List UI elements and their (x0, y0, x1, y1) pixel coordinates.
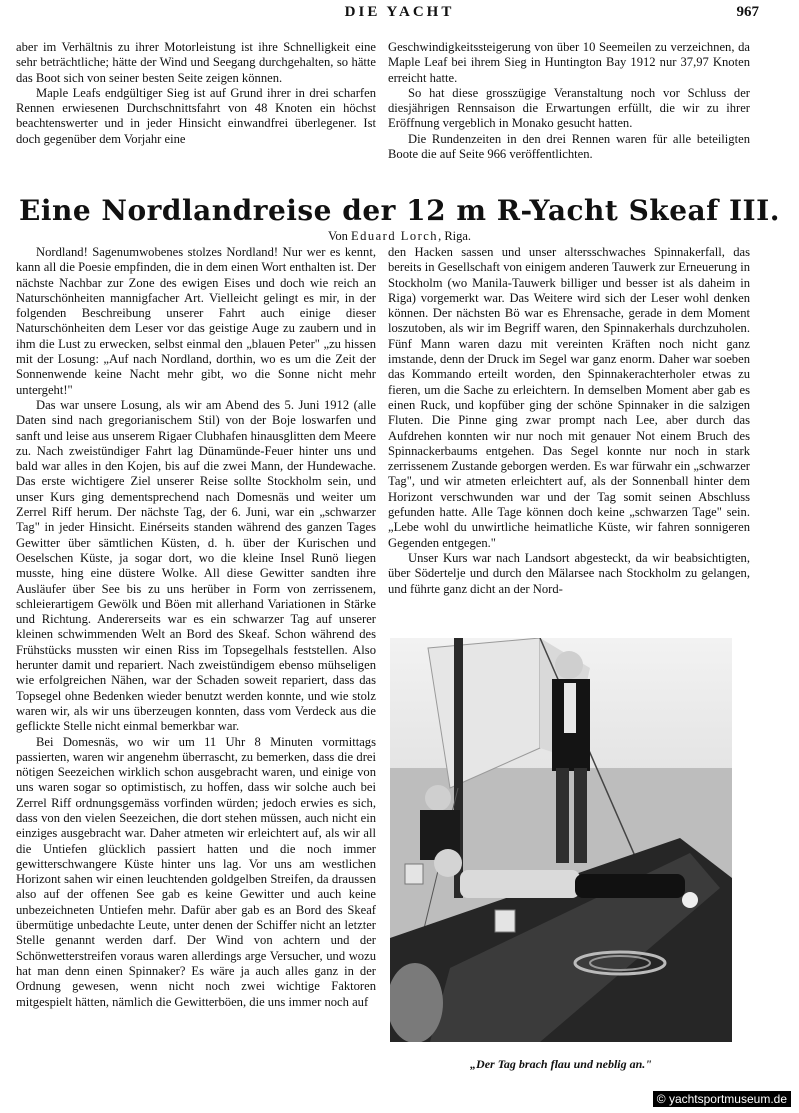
byline-prefix: Von (327, 229, 348, 243)
paragraph: So hat diese grosszügige Veranstaltung noch vor Schluss der diesjährigen Rennsaison die Erwartungen erfüllt, die wir zu ihrer Eröffnung vergeblich in Monako gesucht hatten. (388, 85, 750, 131)
watermark: © yachtsportmuseum.de (653, 1091, 791, 1107)
byline (0, 229, 799, 244)
paragraph: Geschwindigkeitssteigerung von über 10 Seemeilen zu verzeichnen, da Maple Leaf bei ihrem Sieg in Huntington Bay 1912 nur 37,97 Knoten erreicht hatte. (388, 40, 750, 85)
paragraph: Die Rundenzeiten in den drei Rennen waren für alle beteiligten Boote die auf Seite 966 veröffentlichten. (388, 131, 750, 162)
paragraph: Unser Kurs war nach Landsort abgesteckt, da wir beabsichtigten, über Södertelje und durch den Mälarsee nach Stockholm zu gelangen, und führte ganz dicht an der Nord- (388, 550, 750, 596)
photo-caption: „Der Tag brach flau und neblig an." (470, 1057, 652, 1071)
top-left-column (16, 40, 376, 147)
paragraph: Das war unsere Losung, als wir am Abend des 5. Juni 1912 (alle Daten sind nach gregorianischem Stil) von der Boje loswarfen und sanft und leise aus unserem Rigaer Clubhafen hinausglitten dem Meere zu. Nach zweistündiger Fahrt lag Dünamünde-Feuer hinter uns und bald war alles in den Kojen, bis auf die zwei Mann, der Hundewache. Das erste wichtigere Ziel unserer Reise sollte Stockholm sein, und unser Kurs ging dementsprechend nach Domesnäs und weiter um Zerrel Riff herum. Der nächste Tag, der 6. Juni, war ein „schwarzer Tag" in jeder Hinsicht. Einérseits standen während des ganzen Tages Gewitter über sämtlichen Küsten, d. h. über der Kurischen und Oeselschen Küste, ja sogar dort, wo die kleine Insel Runö liegen musste, hing eine düstere Wolke. All diese Gewitter sandten ihre Ausläufer über See bis zu uns herüber in Form von zerrissenem, schleierartigem Gewölk und Böen mit allerhand Variationen in Stärke und Richtung. Andererseits war es ein schwarzer Tag auf unserer kleinen schwimmenden Welt an Bord des Skeaf. Schon während des Frühstücks mussten wir einen Riss im Topsegelhals feststellen. Also herunter damit und repariert. Nach zweistündigem ebenso mühseligen wie erfolgreichen Nähen, war der Schaden soweit repariert, dass das Topsegel ohne Bedenken wieder benutzt werden konnte, und wie stolz waren wir, als wir uns überzeugen konnten, dass vom Verdeck aus die geflickte Stelle nicht einmal bemerkbar war. (16, 397, 376, 734)
author-location: , Riga. (438, 229, 472, 243)
paragraph: Bei Domesnäs, wo wir um 11 Uhr 8 Minuten vormittags passierten, waren wir angenehm überrascht, zu bemerken, dass die drei nötigen Seezeichen wirklich schon ausgebracht waren, und einige von uns waren sogar so optimistisch, zu hoffen, dass wir solche auch bei Zerrel Riff ordnungsgemäss vorfinden würden; jedoch erwies es sich, dass von den vielen Seezeichen, die dort stehen müssen, auch nicht ein einziges ausgebracht war. Daher atmeten wir erleichtert auf, als wir all die Untiefen glücklich passiert hatten und die noch immer gewitterschwangere Küste hinter uns lag. Vor uns am westlichen Horizont sahen wir einen leuchtenden goldgelben Streifen, da draussen also auf der offenen See gab es keine Gewitter und auch keine unbezeichneten Untiefen mehr. Dafür aber gab es an Bord des Skeaf übermütige unbedachte Leute, unter denen der Schiffer nicht an letzter Stelle genannt werden darf. Der Wind von achtern und der Schönwetterstreifen voraus waren allerdings arge Versucher, und wozu hat man denn einen Spinnaker? Es wäre ja auch alles ganz in der Ordnung gewesen, wenn nicht noch zwei wichtige Faktoren mitgespielt hätten, nämlich die Gewitterböen, die uns immer noch auf (16, 734, 376, 1009)
paragraph: aber im Verhältnis zu ihrer Motorleistung ist ihre Schnelligkeit eine sehr beträchtliche; hätte der Wind und Seegang durchgehalten, so hätte das Boot sich von seiner besten Seite zeigen können. (16, 40, 376, 85)
main-left-column (16, 245, 376, 1010)
photo-illustration (390, 638, 732, 1042)
paragraph: Maple Leafs endgültiger Sieg ist auf Grund ihrer in drei scharfen Rennen erwiesenen Durchschnittsfahrt von 48 Knoten ein höchst beachtenswerter und in jeder Hinsicht einwandfrei überlegener. Ist doch gegenüber dem Vorjahr eine (16, 85, 376, 146)
sailing-photo (390, 638, 732, 1042)
main-right-column (388, 245, 750, 597)
page-number: 967 (736, 4, 759, 20)
top-right-column (388, 40, 750, 162)
running-header: DIE YACHT (344, 4, 455, 20)
author-name: Eduard Lorch (350, 229, 439, 243)
paragraph: Nordland! Sagenumwobenes stolzes Nordland! Nur wer es kennt, kann all die Poesie empfinden, die in dem einen Wort enthalten ist. Der nächste Nachbar zur Zone des ewigen Eises und doch wie reich an Naturschönheiten mannigfacher Art. Vielleicht gelingt es mir, in der folgenden Beschreibung unserer Fahrt auch einige dieser Naturschönheiten dem Leser vor das geistige Auge zu zaubern und in ihm die Lust zu erwecken, selbst einmal den „blauen Peter" „zu hissen mit der Losung: „Auf nach Nordland, dorthin, wo es um die Zeit der Sonnenwende keine Nacht mehr gibt, wo die Sonne nicht mehr untergeht!" (16, 245, 376, 397)
article-title: Eine Nordlandreise der 12 m R-Yacht Skeaf III. (19, 194, 780, 227)
paragraph: den Hacken sassen und unser altersschwaches Spinnakerfall, das bereits in Gesellschaft von einigem anderen Tauwerk zur Erneuerung in Stockholm (wo Manila-Tauwerk billiger und besser ist als daheim in Riga) vorgemerkt war. Das Weitere wird sich der Leser wohl denken können. Der nächsten Bö war es Ehrensache, gerade in dem Moment loszutoben, als wir im Begriff waren, den Spinnakerhals durchzuholen. Fünf Mann waren dazu mit vereinten Kräften noch nicht ganz imstande, denn der Druck im Segel war ganz enorm. Daher war soeben das Kommando erteilt worden, den Spinnakerachterholer etwas zu fieren, um die Sache zu erleichtern. In demselben Moment aber gab es einen Ruck, und kopfüber ging der schöne Spinnaker in die salzigen Fluten. Die Pinne ging zwar prompt nach Lee, aber durch das Aufdrehen konnten wir nur noch mit genauer Not einem Bruch des Spinnackerbaums entgehen. Das Segel konnte nur noch in stark zerrissenem Zustande geborgen werden. Es war fürwahr ein „schwarzer Tag", und wir atmeten erleichtert auf, als der Sonnenball hinter dem Horizont verschwunden war und der Tag somit seinen Abschluss gefunden hatte. Alle Tage können doch keine „schwarzen Tage" sein. „Lebe wohl du unwirtliche heimatliche Küste, wir fahren sonnigeren Gegenden entgegen." (388, 245, 750, 550)
